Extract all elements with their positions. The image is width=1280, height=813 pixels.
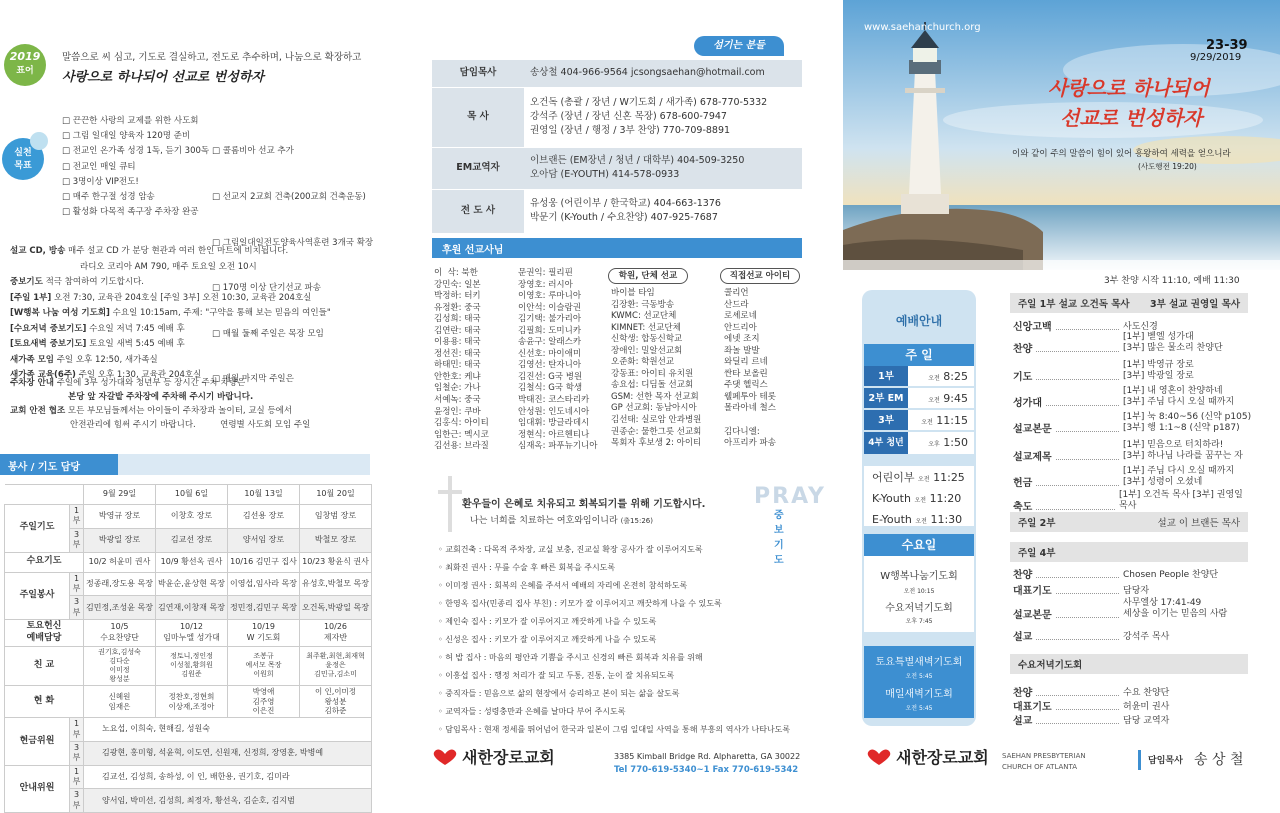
- cross-deco: [448, 476, 452, 532]
- missions-col2: 문권익: 필리핀 장영호: 러시아 이영호: 루마니아 이안석: 이슬람권 김기택: 불가리아 김필희: 도미니카 송윤구: 알래스카 신선호: 마이애미 김영선: 탄자니아 김진선: G국 병원 김철식: G국 학생 박태진: 코스타리카 안성원: 인도네시아 임대휘: 방글라데시 정현식: 아르헨티나 심재옥: 파푸뉴기니아: [518, 268, 598, 452]
- notices: 설교 CD, 방송 매주 설교 CD 가 분당 현관과 여러 한인 마트에 비치됩니다. 라디오 코리아 AM 790, 매주 토요일 오전 10시 중보기도 적극 참여하여 기도합시다. [주일 1부] 오전 7:30, 교육관 204호실 [주일 3부] 오전 10:30, 교육관 204호실 [W행복 나눔 여성 기도회] 수요일 10:15am, 주제: "구약을 통해 보는 믿음의 여인들" [수요저녁 중보기도] 수요일 저녁 7:45 예배 후 [토요새벽 중보기도] 토요일 새벽 5:45 예배 후 새가족 모임 주일 오후 12:50, 새가족실 새가족 교육(6주) 주일 오후 1:30, 교육관 204호실: [10, 246, 331, 380]
- practice-badge: 실천 목표: [2, 138, 44, 180]
- missions-title: 후원 선교사님: [442, 245, 504, 256]
- missions-title-bar: [432, 238, 802, 258]
- order-row: 찬양 Chosen People 찬양단: [1013, 569, 1219, 581]
- missions-col4: 콜리언 산드라 로셰로네 안드리아 에넷 조지 좌놀 발발 와딜리 르네 싼타 보올린 주댓 헬릭스 웰페투아 테롯 몰라아네 철스 김다니엘: 아프리카 파송: [724, 288, 776, 449]
- pray-item: ◦ 허 밥 집사 : 마음의 평안과 기쁨을 주시고 신경의 빠른 회복과 치유를 위해: [438, 653, 703, 662]
- pray-item: ◦ 신성은 집사 : 키모가 잘 이루어지고 깨끗하게 나을 수 있도록: [438, 635, 657, 644]
- safety-notice: 교회 안전 협조 모든 부모님들께서는 아이들이 주차장과 놀이터, 교실 등에서 안전관리에 힘써 주시기 바랍니다.: [10, 406, 293, 430]
- church-tel: Tel 770-619-5340~1 Fax 770-619-5342: [614, 765, 799, 775]
- wednesday-services: W행복나눔기도회 오전 10:15 수요저녁기도회 오후 7:45: [864, 556, 974, 632]
- order-row: 설교 담당 교역자: [1013, 715, 1170, 727]
- service1-bar: 주일 1부 설교 오건독 목사 3부 설교 권영일 목사: [1010, 293, 1248, 313]
- sunday-header: 주 일: [864, 344, 974, 366]
- issue-date: 9/29/2019: [1190, 52, 1242, 63]
- wed-evening-bar: 수요저녁기도회: [1010, 654, 1248, 674]
- service2-bar: 주일 2부 설교 이 브랜든 목사: [1010, 512, 1248, 532]
- goals-left: □ 끈끈한 사랑의 교제를 위한 사도회 □ 그림 일대일 양육자 120명 준비 □ 전교인 온가족 성경 1독, 듣기 300독 □ 전교인 매일 큐티 □ 3명이상 VIP전도! □ 매주 한구절 성경 암송 □ 활성화 다목적 족구장 주차장 완공: [62, 116, 210, 218]
- other-services: 어린이부 오전 11:25 K-Youth 오전 11:20 E-Youth 오전 11:30: [864, 466, 974, 526]
- service-schedule: 9월 29일 10월 6일 10월 13일 10월 20일 주일기도 1부 박영규 장로 이창호 장로 김선용 장로 임창범 장로 3부 박광일 장로 김교선 장로 양서임 장로 박철모 장로 수요기도 10/2 허윤미 권사 10/9 황선옥 권사 10/16 김민구 집사 10/23 황윤식 권사 주일봉사 1부 정종래,장도용 목장 박윤순,윤상현 목장 이영섭,임사라 목장 유성호,박철모 목장 3부 김민정,조성윤 목장 김연재,이창재 목장 정민정,김민구 목장 오건독,박광일 목장 토요헌신 예배담당 10/5 수요찬양단 10/12 임마누엘 성가대 10/19 W 기도회 10/26 제자반 친 교 권기호,김성숙 김다순 이미정 왕성분 정토니,정인정 이성철,황희원 김원준 조봉규 예서모 목장 이원희 최주환,최현,최재혁 윤정은 김민규,김소미 현 화 신혜원 임재은 정찬호,정현희 이상재,조정아 박영애 김주영 이은진 이 인,이미정 왕성분 김하준 현금위원 1부 노요섭, 이희숙, 현해길, 성원숙 3부 김광현, 홍미형, 석윤혁, 이도연, 신원재, 신정희, 장영훈, 박병예 안내위원 1부 김교선, 김성희, 송하성, 이 인, 배한용, 권기호, 김미라 3부 양서임, 박미선, 김성희, 최정자, 황선옥, 김순호, 김지범: [4, 484, 372, 813]
- pray-item: ◦ 제인숙 집사 : 키모가 잘 이루어지고 깨끗하게 나을 수 있도록: [438, 617, 657, 626]
- service4-bar: 주일 4부: [1010, 542, 1248, 562]
- cover-title-2: 선교로 번성하자: [1060, 106, 1203, 130]
- cover-title-1: 사랑으로 하나되어: [1048, 76, 1210, 100]
- wednesday-header: 수요일: [864, 534, 974, 556]
- church-name: 새한장로교회: [462, 748, 555, 767]
- church-logo-icon: [866, 748, 892, 769]
- site-url[interactable]: www.saehanchurch.org: [864, 22, 981, 33]
- pray-item: ◦ 이미정 권사 : 회복의 은혜를 주셔서 예배의 자리에 온전히 참석하도록: [438, 581, 688, 590]
- top-note: 3부 찬양 시작 11:10, 예배 11:30: [1104, 276, 1240, 286]
- year-badge: 2019 표어: [4, 44, 46, 86]
- pray-side: PRAY: [754, 484, 826, 509]
- order-row: 대표기도 담당자: [1013, 585, 1150, 597]
- pray-item: ◦ 담임목사 : 현재 정세를 뛰어넘어 한국과 일본이 그림 일대일 사역을 통해 부흥의 역사가 나타나도록: [438, 725, 791, 734]
- pray-item: ◦ 한영옥 집사(민종리 집사 부친) : 키모가 잘 이루어지고 깨끗하게 나을 수 있도록: [438, 599, 722, 608]
- deco-dot: [30, 132, 48, 150]
- pastor-label: 담임목사: [1148, 756, 1183, 766]
- motto-line: 말씀으로 씨 심고, 기도로 결실하고, 전도로 추수하며, 나눔으로 확장하고: [62, 52, 362, 63]
- motto-main: 사랑으로 하나되어 선교로 번성하자: [62, 70, 264, 85]
- service-title: 봉사 / 기도 담당: [0, 454, 118, 475]
- staff-table: 담임목사 송상철 404-966-9564 jcsongsaehan@hotmail.com 목 사 오건독 (총괄 / 장년 / W기도회 / 새가족) 678-770-5332 강석주 (장년 / 장년 신혼 목장) 678-600-7947 권영일 (장년 / 행정 / 3부 찬양) 770-709-8891 EM교역자 이브랜든 (EM장년 / 청년 / 대학부) 404-509-3250 오아담 (E-YOUTH) 414-578-0933 전 도 사 유성웅 (어린이부 / 한국학교) 404-663-1376 박문기 (K-Youth / 수요찬양) 407-925-7687: [432, 60, 802, 234]
- cover-verse: 이와 같이 주의 말씀이 힘이 있어 흥왕하여 세력을 얻으니라: [1012, 149, 1231, 159]
- order-row: 설교제목 [1부] 믿음으로 터치하라! [3부] 하나님 나라를 꿈꾸는 자: [1013, 440, 1243, 463]
- pray-item: ◦ 중직자들 : 믿음으로 삶의 현장에서 승리하고 본이 되는 삶을 살도록: [438, 689, 680, 698]
- pray-item: ◦ 교역자들 : 성령충만과 은혜를 날마다 부어 주시도록: [438, 707, 626, 716]
- pray-item: ◦ 최화진 권사 : 무릎 수술 후 빠른 회복을 주시도록: [438, 563, 616, 572]
- issue-number: 23-39: [1206, 38, 1248, 53]
- cover-verse-ref: (사도행전 19:20): [1138, 162, 1197, 171]
- order-row: 헌금 [1부] 주님 다시 오실 때까지 [3부] 성령이 오셨네: [1013, 466, 1235, 489]
- order-row: 설교본문 [1부] 눅 8:40~56 (신약 p105) [3부] 행 1:1~8 (신약 p187): [1013, 412, 1252, 435]
- service-row: 2부 EM 오전 9:45: [864, 388, 974, 410]
- group-mission-title: 학원, 단체 선교: [608, 268, 688, 284]
- pray-head: 환우들이 은혜로 치유되고 회복되기를 위해 기도합시다.: [462, 499, 706, 510]
- church-logo-icon: [432, 748, 458, 769]
- pastor-name: 송 상 철: [1194, 752, 1244, 768]
- order-row: 신앙고백 사도신경: [1013, 321, 1158, 333]
- order-row: 설교 강석주 목사: [1013, 631, 1170, 643]
- order-row: 성가대 [1부] 내 영혼이 찬양하네 [3부] 주님 다시 오실 때까지: [1013, 386, 1235, 409]
- church-en-2: CHURCH OF ATLANTA: [1002, 763, 1078, 771]
- order-row: 축도 [1부] 오건독 목사 [3부] 권영일 목사: [1013, 490, 1243, 513]
- worship-title: 예배안내: [895, 314, 943, 328]
- sunday-services: [864, 366, 974, 454]
- order-row: 찬양 [1부] 벧엘 성가대 [3부] 많은 물소리 찬양단: [1013, 332, 1223, 355]
- service-title-bar: [0, 454, 370, 475]
- pray-item: ◦ 이흥섭 집사 : 행정 처리가 잘 되고 두통, 진통, 눈이 잘 치유되도록: [438, 671, 675, 680]
- service-row: 3부 오전 11:15: [864, 410, 974, 432]
- missions-col1: 이 삭: 북한 강민숙: 일본 박정하: 터키 유정환: 중국 김성희: 태국 김연란: 태국 이용용: 태국 정선진: 태국 하태민: 태국 안한호: 케냐 임철순: 가나 서예녹: 중국 윤정인: 쿠바 김홍식: 아이티 임한근: 멕시코 김선용: 브라질: [434, 268, 489, 452]
- service-row: 1부 오전 8:25: [864, 366, 974, 388]
- pray-item: ◦ 교회건축 : 다목적 주차장, 교실 보충, 진교실 확장 공사가 잘 이루어지도록: [438, 545, 703, 554]
- order-row: 설교본문 사무엘상 17:41-49 세상을 이기는 믿음의 사람: [1013, 598, 1228, 621]
- church-name-footer: 새한장로교회: [896, 748, 989, 767]
- order-row: 찬양 수요 찬양단: [1013, 687, 1170, 699]
- parking-notice: 주차장 안내 주일에 3부 성가대와 청년부 등 장시간 주차 차량은 본당 앞 자갈밭 주차장에 주차해 주시기 바랍니다.: [10, 378, 254, 402]
- pastor-divider: [1138, 750, 1141, 770]
- direct-mission-title: 직접선교 아이티: [720, 268, 800, 284]
- pray-verse: 나는 너희를 치료하는 여호와임이니라 (출15:26): [470, 516, 653, 526]
- order-row: 기도 [1부] 박영규 장로 [3부] 박광일 장로: [1013, 360, 1194, 383]
- order-row: 대표기도 허윤미 권사: [1013, 701, 1170, 713]
- pray-vertical: 중 보 기 도: [774, 510, 784, 566]
- missions-col3: 바이블 타임 김장환: 극동방송 KWMC: 선교단체 KIMNET: 선교단체 신학생: 합동신학교 장애인: 밀알선교회 오준화: 학원선교 강동표: 아이티 유치원 송요섭: 디딤돌 선교회 GSM: 선한 목자 선교회 GP 선교회: 동남아시아 김선태: 실로암 안과병원 권종순: 물한그릇 선교회 목회자 후보생 2: 아이티: [611, 288, 702, 449]
- cross-deco-h: [438, 490, 462, 494]
- church-address: 3385 Kimball Bridge Rd. Alpharetta, GA 30022: [614, 752, 801, 761]
- church-en-1: SAEHAN PRESBYTERIAN: [1002, 752, 1086, 760]
- staff-tag: 섬기는 분들: [694, 36, 784, 56]
- service-row: 4부 청년 오후 1:50: [864, 432, 974, 454]
- goals-right: □ 콜롬비아 선교 추가 □ 선교지 2교회 건축(200교회 건축운동) □ 그림일대일전도양육사역훈련 3개국 확장 □ 170명 이상 단기선교 파송 □ 매월 둘째 주일은 목장 모임 □ 매월 마지막 주일은 연령별 사도회 모임 주일: [212, 146, 374, 431]
- dawn-services: 토요특별새벽기도회 오전 5:45 매일새벽기도회 오전 5:45: [864, 646, 974, 718]
